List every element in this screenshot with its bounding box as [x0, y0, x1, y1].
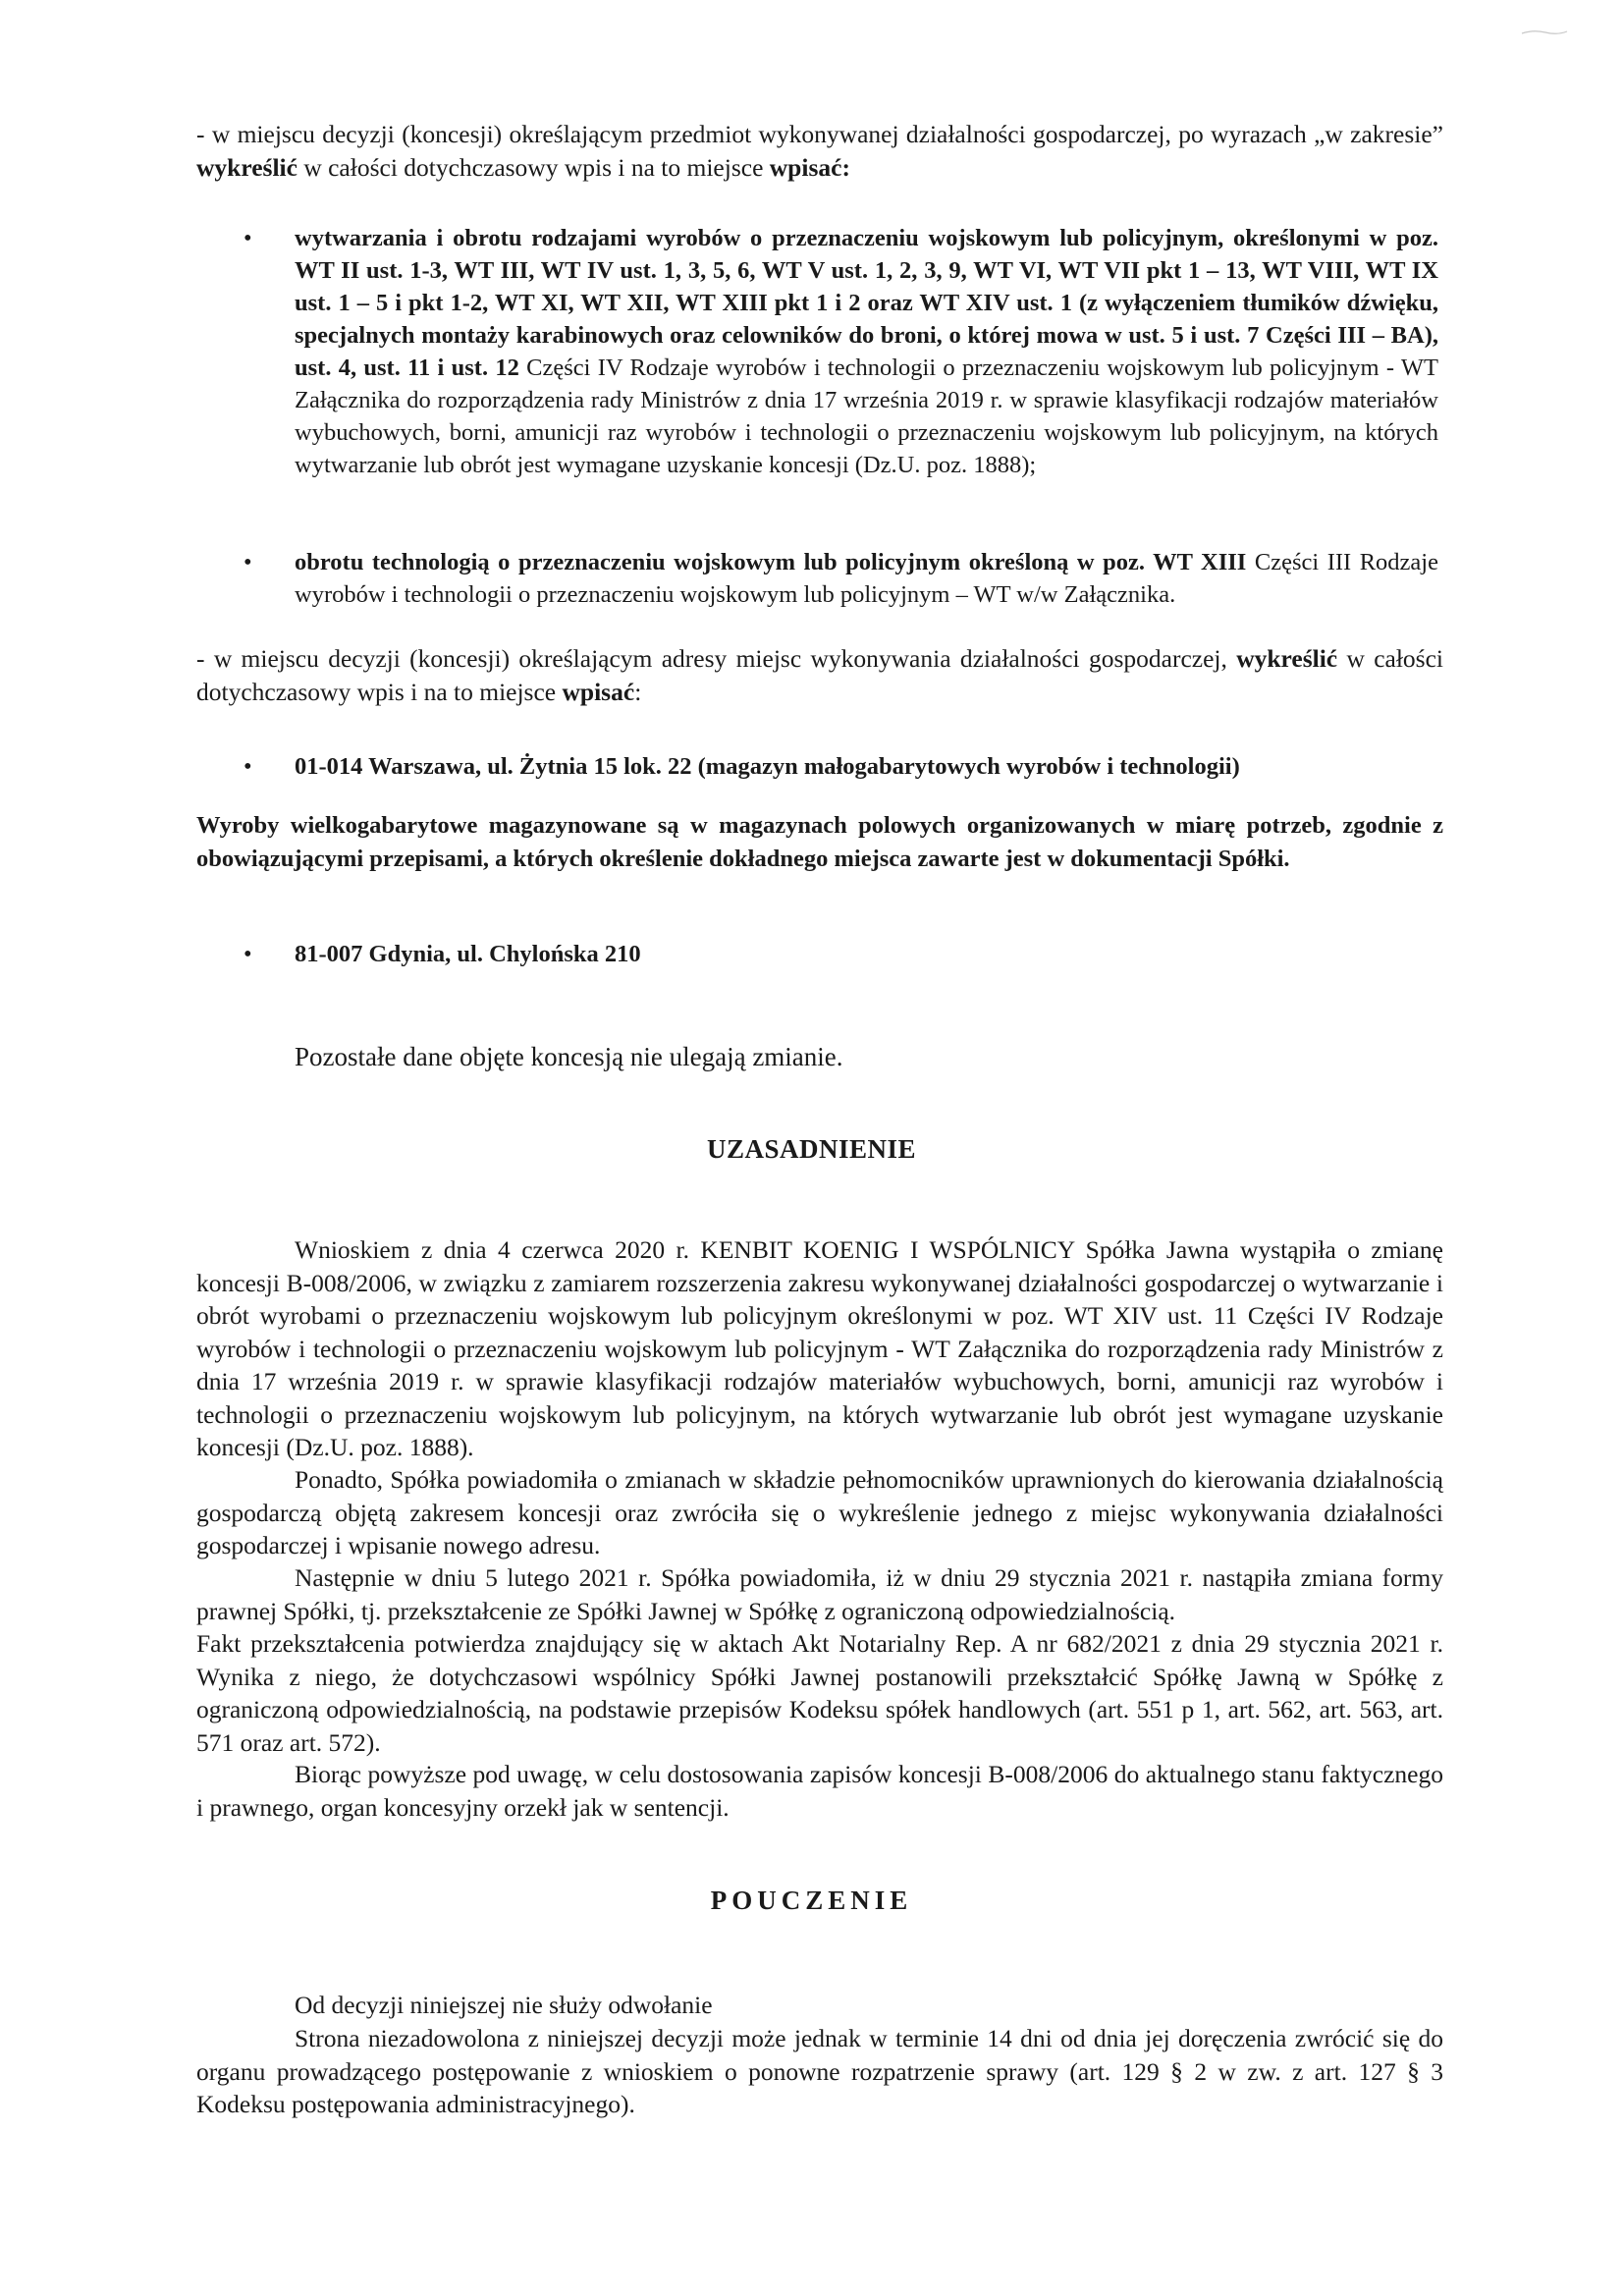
unchanged-note: Pozostałe dane objęte koncesją nie ulegają zmianie. [295, 1042, 843, 1071]
bullet-icon: • [243, 549, 252, 575]
uzasadnienie-para3: Następnie w dniu 5 lutego 2021 r. Spółka powiadomiła, iż w dniu 29 stycznia 2021 r. nastąpiła zmiana formy prawnej Spółki, tj. przekształcenie ze Spółki Jawnej w Spółkę z ograniczoną odpowiedzialnością. [196, 1563, 1443, 1625]
bullet-icon: • [243, 753, 252, 780]
pouczenie-heading: POUCZENIE [710, 1886, 913, 1915]
section1-intro: - w miejscu decyzji (koncesji) określającym przedmiot wykonywanej działalności gospodarczej, po wyrazach „w zakresie” wykreślić w całości dotychczasowy wpis i na to miejsce wpisać: [196, 120, 1443, 182]
section2-intro: - w miejscu decyzji (koncesji) określającym adresy miejsc wykonywania działalności gospodarczej, wykreślić w całości dotychczasowy wpis i na to miejsce wpisać: [196, 644, 1443, 706]
document-page: - w miejscu decyzji (koncesji) określającym przedmiot wykonywanej działalności gospodarczej, po wyrazach „w zakresie” wykreślić w całości dotychczasowy wpis i na to miejsce wpisać: • wytwarzania i obrotu rodzajami wyrobów o przeznaczeniu wojskowym lub policyjnym, określonymi w poz. WT II ust. 1-3, WT III, WT IV ust. 1, 3, 5, 6, WT V ust. 1, 2, 3, 9, WT VI, WT VII pkt 1 – 13, WT VIII, WT IX ust. 1 – 5 i pkt 1-2, WT XI, WT XII, WT XIII pkt 1 i 2 oraz WT XIV ust. 1 (z wyłączeniem tłumików dźwięku, specjalnych montaży karabinowych oraz celowników do broni, o której mowa w ust. 5 i ust. 7 Części III – BA), ust. 4, ust. 11 i ust. 12 Części IV Rodzaje wyrobów i technologii o przeznaczeniu wojskowym lub policyjnym - WT Załącznika do rozporządzenia rady Ministrów z dnia 17 września 2019 r. w sprawie klasyfikacji rodzajów materiałów wybuchowych, borni, amunicji raz wyrobów i technologii o przeznaczeniu wojskowym lub policyjnym, na których wytwarzanie lub obrót jest wymagane uzyskanie koncesji (Dz.U. poz. 1888); • obrotu technologią o przeznaczeniu wojskowym lub policyjnym określoną w poz. WT XIII Części III Rodzaje wyrobów i technologii o przeznaczeniu wojskowym lub policyjnym – WT w/w Załącznika. - w miejscu decyzji (koncesji) określającym adresy miejsc wykonywania działalności gospodarczej, wykreślić w całości dotychczasowy wpis i na to miejsce wpisać: • 01-014 Warszawa, ul. Żytnia 15 lok. 22 (magazyn małogabarytowych wyrobów i technologii) Wyroby wielkogabarytowe magazynowane są w magazynach polowych organizowanych w miarę potrzeb, zgodnie z obowiązującymi przepisami, a których określenie dokładnego miejsca zawarte jest w dokumentacji Spółki. • 81-007 Gdynia, ul. Chylońska 210 Pozostałe dane objęte koncesją nie ulegają zmianie. UZASADNIENIE Wnioskiem z dnia 4 czerwca 2020 r. KENBIT KOENIG I WSPÓLNICY Spółka Jawna wystąpiła o zmianę koncesji B-008/2006, w związku z zamiarem rozszerzenia zakresu wykonywanej działalności gospodarczej o wytwarzanie i obrót wyrobami o przeznaczeniu wojskowym lub policyjnym określonymi w poz. WT XIV ust. 11 Części IV Rodzaje wyrobów i technologii o przeznaczeniu wojskowym lub policyjnym - WT Załącznika do rozporządzenia rady Ministrów z dnia 17 września 2019 r. w sprawie klasyfikacji rodzajów materiałów wybuchowych, borni, amunicji raz wyrobów i technologii o przeznaczeniu wojskowym lub policyjnym, na których wytwarzanie lub obrót jest wymagane uzyskanie koncesji (Dz.U. poz. 1888). Ponadto, Spółka powiadomiła o zmianach w składzie pełnomocników uprawnionych do kierowania działalnością gospodarczą objętą zakresem koncesji oraz zwróciła się o wykreślenie jednego z miejsc wykonywania działalności gospodarczej i wpisanie nowego adresu. Następnie w dniu 5 lutego 2021 r. Spółka powiadomiła, iż w dniu 29 stycznia 2021 r. nastąpiła zmiana formy prawnej Spółki, tj. przekształcenie ze Spółki Jawnej w Spółkę z ograniczoną odpowiedzialnością. Fakt przekształcenia potwierdza znajdujący się w aktach Akt Notarialny Rep. A nr 682/2021 z dnia 29 stycznia 2021 r. Wynika z niego, że dotychczasowi wspólnicy Spółki Jawnej postanowili przekształcić Spółkę Jawną w Spółkę z ograniczoną odpowiedzialnością, na podstawie przepisów Kodeksu spółek handlowych (art. 551 p 1, art. 562, art. 563, art. 571 oraz art. 572). Biorąc powyższe pod uwagę, w celu dostosowania zapisów koncesji B-008/2006 do aktualnego stanu faktycznego i prawnego, organ koncesyjny orzekł jak w sentencji. POUCZENIE Od decyzji niniejszej nie służy odwołanie Strona niezadowolona z niniejszej decyzji może jednak w terminie 14 dni od dnia jej doręczenia zwrócić się do organu prowadzącego postępowanie z wnioskiem o ponowne rozpatrzenie sprawy (art. 129 § 2 w zw. z art. 127 § 3 Kodeksu postępowania administracyjnego). [0, 0, 1623, 2296]
uzasadnienie-para4: Fakt przekształcenia potwierdza znajdujący się w aktach Akt Notarialny Rep. A nr 682/2021 z dnia 29 stycznia 2021 r. Wynika z niego, że dotychczasowi wspólnicy Spółki Jawnej postanowili przekształcić Spółkę Jawną w Spółkę z ograniczoną odpowiedzialnością, na podstawie przepisów Kodeksu spółek handlowych (art. 551 p 1, art. 562, art. 563, art. 571 oraz art. 572). [196, 1629, 1443, 1757]
bullet-icon: • [243, 225, 252, 251]
uzasadnienie-para1: Wnioskiem z dnia 4 czerwca 2020 r. KENBIT KOENIG I WSPÓLNICY Spółka Jawna wystąpiła o zmianę koncesji B-008/2006, w związku z zamiarem rozszerzenia zakresu wykonywanej działalności gospodarczej o wytwarzanie i obrót wyrobami o przeznaczeniu wojskowym lub policyjnym określonymi w poz. WT XIV ust. 11 Części IV Rodzaje wyrobów i technologii o przeznaczeniu wojskowym lub policyjnym - WT Załącznika do rozporządzenia rady Ministrów z dnia 17 września 2019 r. w sprawie klasyfikacji rodzajów materiałów wybuchowych, borni, amunicji raz wyrobów i technologii o przeznaczeniu wojskowym lub policyjnym, na których wytwarzanie lub obrót jest wymagane uzyskanie koncesji (Dz.U. poz. 1888). [196, 1235, 1443, 1461]
large-goods-note: Wyroby wielkogabarytowe magazynowane są w magazynach polowych organizowanych w miarę potrzeb, zgodnie z obowiązującymi przepisami, a których określenie dokładnego miejsca zawarte jest w dokumentacji Spółki. [196, 812, 1443, 872]
scan-artifact [1520, 27, 1569, 37]
bullet-icon: • [243, 941, 252, 967]
uzasadnienie-para5: Biorąc powyższe pod uwagę, w celu dostosowania zapisów koncesji B-008/2006 do aktualnego stanu faktycznego i prawnego, organ koncesyjny orzekł jak w sentencji. [196, 1760, 1443, 1822]
pouczenie-para2: Strona niezadowolona z niniejszej decyzji może jednak w terminie 14 dni od dnia jej doręczenia zwrócić się do organu prowadzącego postępowanie z wnioskiem o ponowne rozpatrzenie sprawy (art. 129 § 2 w zw. z art. 127 § 3 Kodeksu postępowania administracyjnego). [196, 2024, 1443, 2118]
uzasadnienie-para2: Ponadto, Spółka powiadomiła o zmianach w składzie pełnomocników uprawnionych do kierowania działalnością gospodarczą objętą zakresem koncesji oraz zwróciła się o wykreślenie jednego z miejsc wykonywania działalności gospodarczej i wpisanie nowego adresu. [196, 1465, 1443, 1559]
uzasadnienie-heading: UZASADNIENIE [706, 1134, 917, 1164]
pouczenie-para1: Od decyzji niniejszej nie służy odwołanie [295, 1991, 713, 2019]
